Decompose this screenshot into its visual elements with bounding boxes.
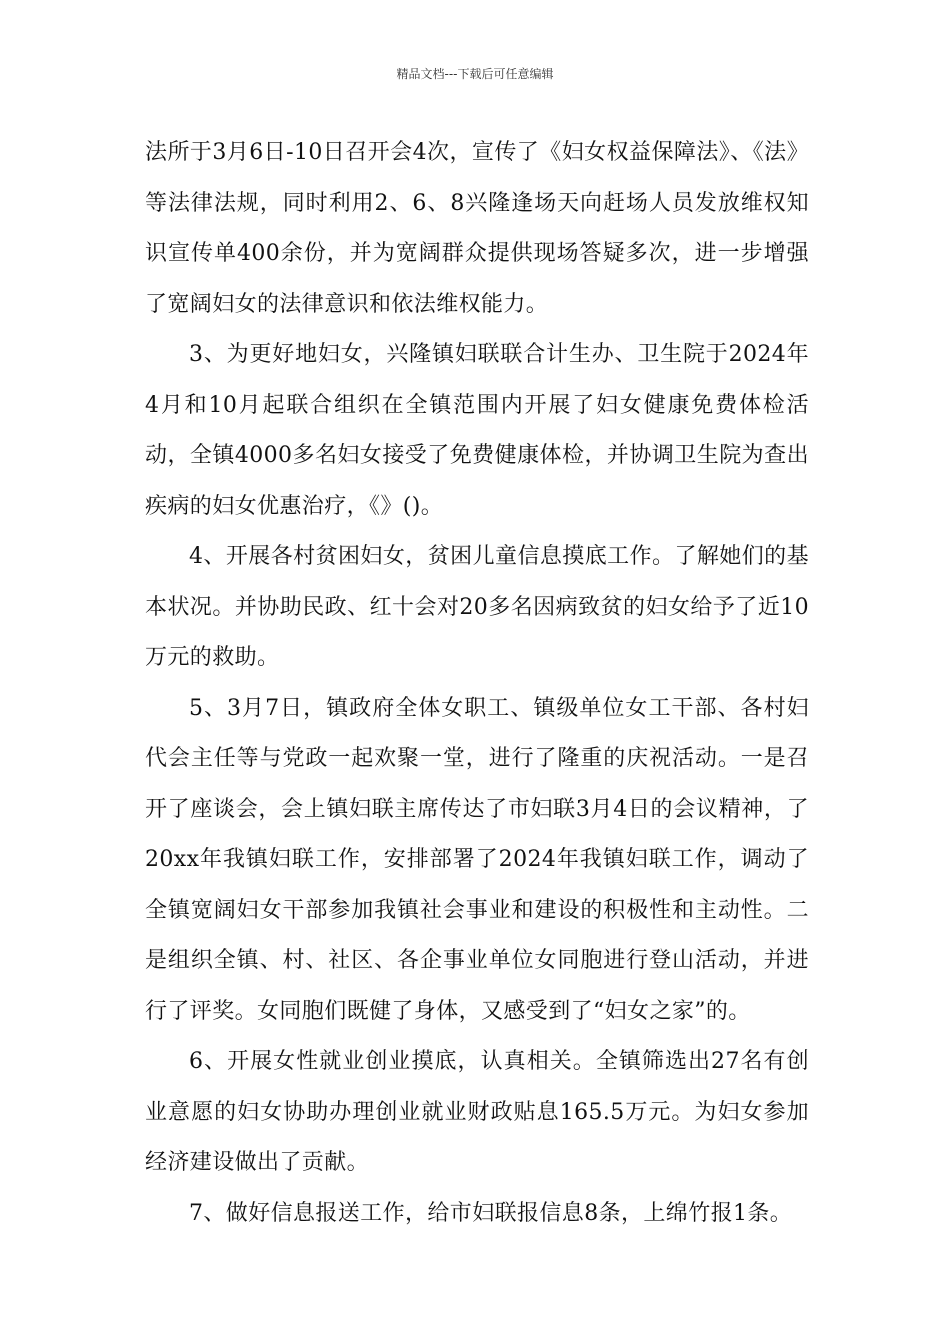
paragraph-continuation: 法所于3月6日-10日召开会4次，宣传了《妇女权益保障法》、《法》等法律法规，同时利用2、6、8兴隆逢场天向赶场人员发放维权知识宣传单400余份，并为宽阔群众提供现场答疑多次，进一步增强了宽阔妇女的法律意识和依法维权能力。 — [145, 140, 809, 317]
paragraph-item-5: 5、3月7日，镇政府全体女职工、镇级单位女工干部、各村妇代会主任等与党政一起欢聚一堂，进行了隆重的庆祝活动。一是召开了座谈会，会上镇妇联主席传达了市妇联3月4日的会议精神，了20xx年我镇妇联工作，安排部署了2024年我镇妇联工作，调动了全镇宽阔妇女干部参加我镇社会事业和建设的积极性和主动性。二是组织全镇、村、社区、各企事业单位女同胞进行登山活动，并进行了评奖。女同胞们既健了身体，又感受到了“妇女之家”的。 — [145, 695, 809, 1024]
paragraph-item-6: 6、开展女性就业创业摸底，认真相关。全镇筛选出27名有创业意愿的妇女协助办理创业就业财政贴息165.5万元。为妇女参加经济建设做出了贡献。 — [145, 1049, 809, 1175]
paragraph-item-3: 3、为更好地妇女，兴隆镇妇联联合计生办、卫生院于2024年4月和10月起联合组织在全镇范围内开展了妇女健康免费体检活动，全镇4000多名妇女接受了免费健康体检，并协调卫生院为查出疾病的妇女优惠治疗，《》()。 — [145, 342, 809, 519]
paragraph-item-7: 7、做好信息报送工作，给市妇联报信息8条，上绵竹报1条。 — [189, 1200, 793, 1226]
paragraph-item-4: 4、开展各村贫困妇女，贫困儿童信息摸底工作。了解她们的基本状况。并协助民政、红十会对20多名因病致贫的妇女给予了近10万元的救助。 — [145, 544, 809, 670]
page-header: 精品文档---下载后可任意编辑 — [396, 67, 554, 81]
document-body — [145, 128, 809, 1239]
